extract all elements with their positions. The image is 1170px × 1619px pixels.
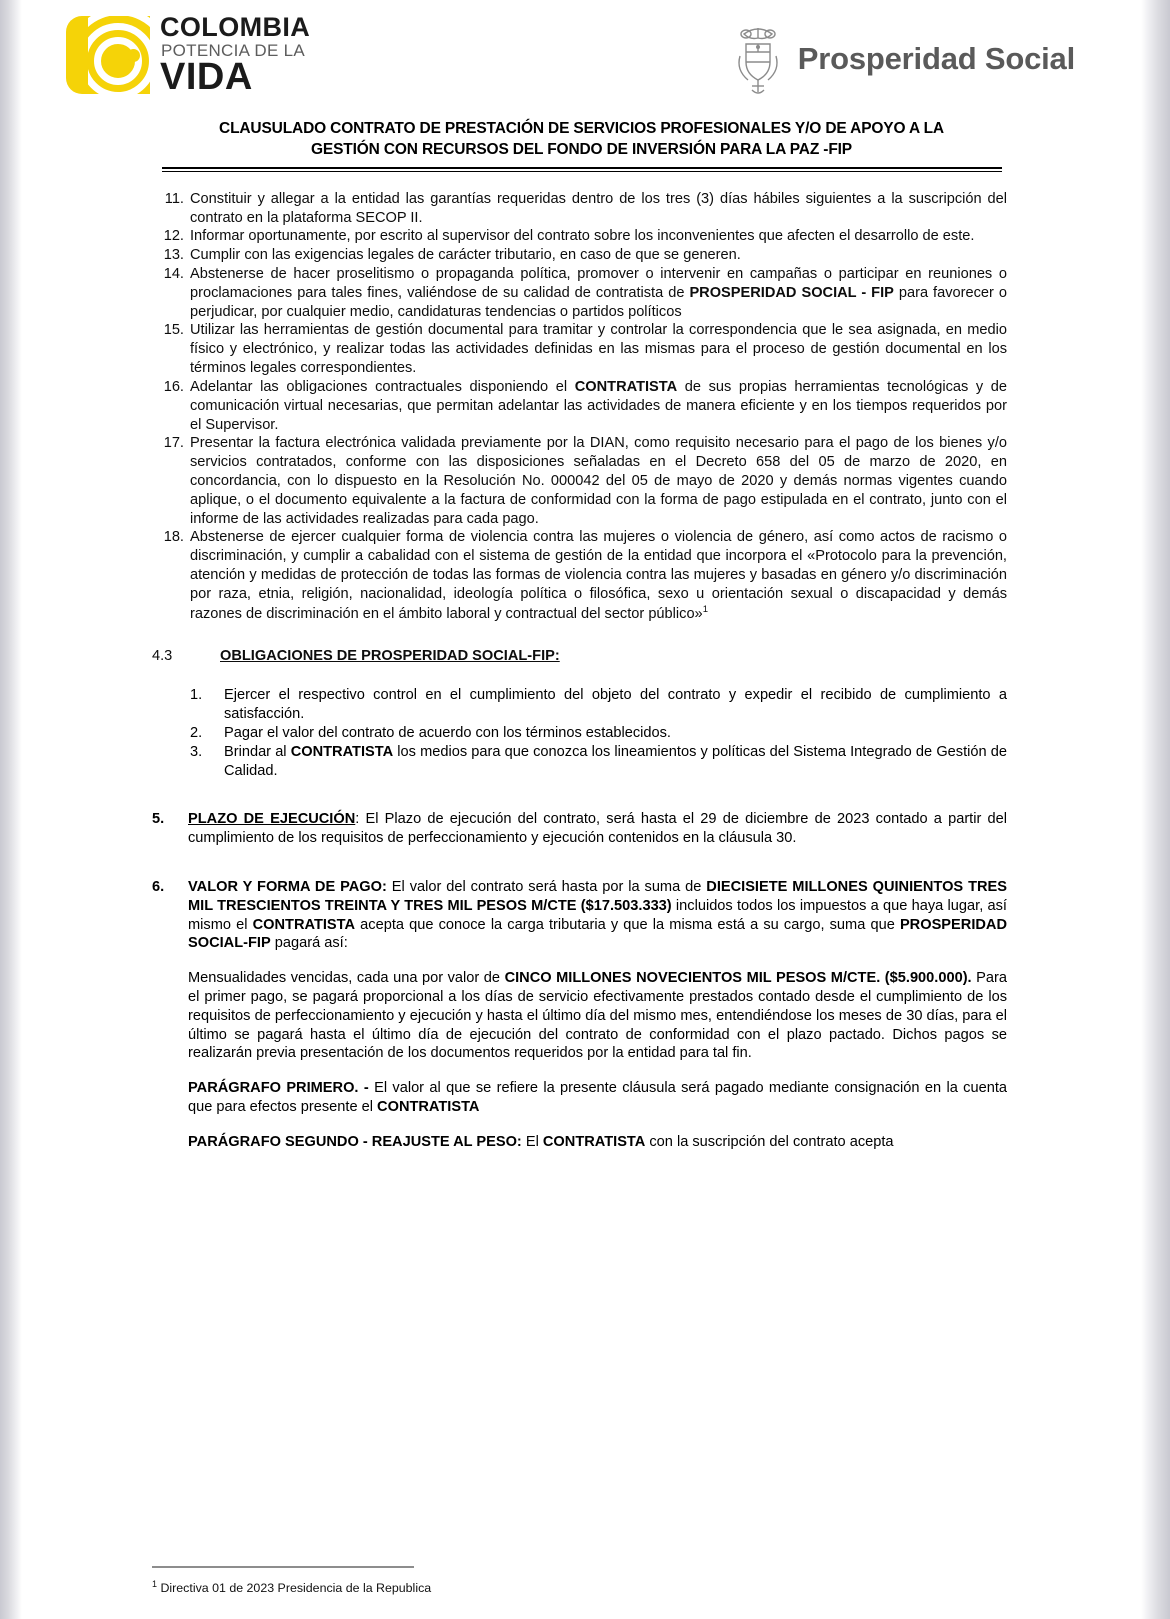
list-item-number: 15. bbox=[163, 322, 184, 339]
clause-number: 6. bbox=[152, 878, 165, 895]
text-segment: Mensualidades vencidas, cada una por valor de bbox=[188, 970, 505, 987]
document-title-line-2: GESTIÓN CON RECURSOS DEL FONDO DE INVERSIÓN PARA LA PAZ -FIP bbox=[310, 141, 852, 159]
list-item bbox=[152, 378, 1007, 434]
clause-paragraph bbox=[188, 878, 1007, 953]
obligations-contratista-list bbox=[152, 190, 1007, 624]
obligations-prosperidad-list bbox=[152, 686, 1007, 780]
list-item-text: Ejercer el respectivo control en el cumplimiento del objeto del contrato y expedir el recibido de cumplimiento a satisfacción. bbox=[224, 687, 1007, 723]
list-item bbox=[152, 246, 1007, 265]
logo-line-colombia: COLOMBIA bbox=[160, 12, 311, 42]
colombia-mark-icon bbox=[66, 16, 150, 94]
list-item bbox=[152, 227, 1007, 246]
section-4-3-heading bbox=[152, 648, 1007, 664]
text-segment: para favorecer o perjudicar, por cualquier medio, candidaturas tendencias o partidos políticos bbox=[190, 284, 1007, 320]
clause-5-plazo-de-ejecucion bbox=[152, 810, 1007, 848]
list-item-text: Utilizar las herramientas de gestión documental para tramitar y controlar la correspondencia que le sea asignada, en medio físico y electrónico, y realizar todas las actividades definidas en las mismas para el proceso de gestión documental en los términos legales correspondientes. bbox=[190, 322, 1007, 377]
footnote-marker: 1 bbox=[702, 603, 708, 615]
text-segment: Abstenerse de ejercer cualquier forma de violencia contra las mujeres o violencia de género, así como actos de racismo o discriminación, y cumplir a cabalidad con el sistema de gestión de la entidad que incorpora el «Protocolo para la prevención, atención y medidas de protección de todas las formas de violencia contra las mujeres y basadas en género y/o discriminación por raza, etnia, religión, nacionalidad, ideología política o filosófica, sexo u orientación sexual o discapacidad y demás razones de discriminación en el ámbito laboral y contractual del sector público» bbox=[190, 529, 1007, 622]
list-item-text: Cumplir con las exigencias legales de carácter tributario, en caso de que se generen. bbox=[190, 247, 741, 264]
text-segment: incluidos todos los impuestos a que haya lugar, así mismo el bbox=[188, 897, 1007, 933]
list-item-text bbox=[190, 265, 1007, 321]
list-item-number: 18. bbox=[163, 529, 184, 546]
text-segment: los medios para que conozca los lineamientos y políticas del Sistema Integrado de Gestión de Calidad. bbox=[224, 743, 1007, 779]
clause-6-valor-y-forma-de-pago bbox=[152, 878, 1007, 1152]
list-item-number: 16. bbox=[163, 378, 184, 395]
list-item-text: Constituir y allegar a la entidad las garantías requeridas dentro de los tres (3) días hábiles siguientes a la suscripción del contrato en la plataforma SECOP II. bbox=[190, 190, 1007, 226]
clause-number: 5. bbox=[152, 811, 165, 828]
list-item bbox=[190, 743, 1007, 781]
list-item bbox=[152, 528, 1007, 623]
text-segment: pagará así: bbox=[270, 935, 348, 952]
list-item-number: 11. bbox=[164, 190, 184, 207]
monthly-payment-amount: CINCO MILLONES NOVECIENTOS MIL PESOS M/CTE. ($5.900.000). bbox=[504, 970, 972, 987]
list-item-number: 3. bbox=[190, 743, 203, 760]
text-emphasis: CONTRATISTA bbox=[542, 1133, 646, 1150]
list-item-text bbox=[190, 378, 1007, 434]
list-item-text: Presentar la factura electrónica validada previamente por la DIAN, como requisito necesario para el pago de los bienes y/o servicios contratados, conforme con las disposiciones señaladas en el Decreto 658 del 05 de marzo de 2020, en concordancia, con lo dispuesto en la Resolución No. 000042 del 05 de mayo de 2020 y demás normas vigentes cuando aplique, o el documento equivalente a la factura de conformidad con la forma de pago estipulada en el contrato, junto con el informe de las actividades realizadas para cada pago. bbox=[190, 435, 1007, 527]
clause-heading: VALOR Y FORMA DE PAGO: bbox=[188, 878, 387, 895]
list-item-text: Informar oportunamente, por escrito al supervisor del contrato sobre los inconvenientes que afecten el desarrollo de este. bbox=[190, 228, 975, 245]
text-segment: Directiva 01 de 2023 Presidencia de la Republica bbox=[157, 1581, 432, 1595]
text-emphasis: CONTRATISTA bbox=[252, 916, 356, 933]
list-item-text bbox=[224, 743, 1007, 781]
text-segment: El bbox=[521, 1133, 543, 1150]
text-segment: El valor al que se refiere la presente cláusula será pagado mediante consignación en la cuenta que para efectos presente el bbox=[188, 1080, 1007, 1116]
list-item bbox=[152, 321, 1007, 377]
colombia-potencia-de-la-vida-logo bbox=[66, 14, 310, 96]
section-heading-text: OBLIGACIONES DE PROSPERIDAD SOCIAL-FIP: bbox=[220, 648, 560, 665]
paragrafo-primero-label: PARÁGRAFO PRIMERO. - bbox=[188, 1080, 369, 1097]
clause-body bbox=[188, 810, 1007, 848]
text-segment: de sus propias herramientas tecnológicas y de comunicación virtual necesarias, que permitan adelantar las actividades de manera eficiente y en los tiempos requeridos por el Supervisor. bbox=[190, 378, 1008, 433]
text-emphasis: PROSPERIDAD SOCIAL-FIP bbox=[188, 916, 1007, 952]
list-item-number: 12. bbox=[163, 228, 184, 245]
document-page bbox=[22, 0, 1141, 1619]
document-title-line-1: CLAUSULADO CONTRATO DE PRESTACIÓN DE SERVICIOS PROFESIONALES Y/O DE APOYO A LA bbox=[219, 120, 944, 137]
text-segment: Para el primer pago, se pagará proporcional a los días de servicio efectivamente prestados contado desde el cumplimiento de los requisitos de perfeccionamiento y ejecución y hasta el último día del mismo mes, entendiéndose los meses de 30 días, para el último se pagará hasta el último día de ejecución del contrato de conformidad con el plazo pactado. Dichos pagos se realizarán previa presentación de los documentos requeridos por la entidad para tal fin. bbox=[188, 970, 1007, 1062]
prosperidad-social-logo bbox=[732, 22, 1075, 96]
colombia-coat-of-arms-icon bbox=[732, 22, 784, 96]
contract-total-amount: DIECISIETE MILLONES QUINIENTOS TRES MIL TRESCIENTOS TREINTA Y TRES MIL PESOS M/CTE ($17.503.333) bbox=[188, 878, 1008, 914]
list-item bbox=[152, 434, 1007, 528]
list-item-text: Pagar el valor del contrato de acuerdo con los términos establecidos. bbox=[224, 724, 671, 741]
list-item bbox=[152, 265, 1007, 321]
text-emphasis: CONTRATISTA bbox=[290, 743, 394, 760]
list-item bbox=[152, 190, 1007, 228]
list-item-number: 1. bbox=[190, 687, 203, 704]
document-title bbox=[162, 118, 1002, 161]
paragrafo-segundo bbox=[188, 1133, 1007, 1152]
paragrafo-primero bbox=[188, 1079, 1007, 1117]
document-body bbox=[22, 172, 1141, 1152]
text-segment: con la suscripción del contrato acepta bbox=[645, 1133, 894, 1150]
list-item-number: 13. bbox=[163, 247, 184, 264]
text-emphasis: CONTRATISTA bbox=[377, 1099, 480, 1116]
clause-paragraph bbox=[188, 969, 1007, 1063]
page-header bbox=[22, 0, 1141, 118]
footnote-area bbox=[152, 1566, 1012, 1595]
list-item-number: 17. bbox=[163, 435, 184, 452]
list-item-number: 14. bbox=[163, 266, 184, 282]
text-emphasis: PROSPERIDAD SOCIAL - FIP bbox=[689, 284, 894, 301]
clause-body bbox=[188, 878, 1007, 1152]
logo-line-vida: VIDA bbox=[160, 56, 253, 98]
text-segment: Brindar al bbox=[224, 743, 291, 760]
footnote-divider bbox=[152, 1566, 414, 1568]
text-segment: : El Plazo de ejecución del contrato, será hasta el 29 de diciembre de 2023 contado a partir del cumplimiento de los requisitos de perfeccionamiento y ejecución contenidos en la cláusula 30. bbox=[188, 811, 1008, 847]
list-item-text bbox=[190, 528, 1007, 623]
list-item-number: 2. bbox=[190, 724, 203, 741]
list-item bbox=[190, 724, 1007, 743]
text-emphasis: CONTRATISTA bbox=[574, 378, 678, 395]
clause-heading: PLAZO DE EJECUCIÓN bbox=[188, 811, 356, 828]
text-segment: acepta que conoce la carga tributaria y que la misma está a su cargo, suma que bbox=[355, 916, 900, 933]
footnote-text bbox=[152, 1579, 1012, 1595]
text-segment: Adelantar las obligaciones contractuales disponiendo el bbox=[190, 378, 575, 395]
text-segment: Abstenerse de hacer proselitismo o propaganda política, promover o intervenir en campañas o participar en reuniones o proclamaciones para tales fines, valiéndose de su calidad de contratista de bbox=[190, 266, 1007, 301]
footnote-marker-number: 1 bbox=[152, 1578, 158, 1589]
list-item bbox=[190, 686, 1007, 724]
clause-paragraph bbox=[188, 810, 1007, 848]
logo-line-potencia: POTENCIA DE LA bbox=[161, 41, 306, 60]
prosperidad-social-wordmark: Prosperidad Social bbox=[797, 41, 1075, 76]
paragrafo-segundo-label: PARÁGRAFO SEGUNDO - REAJUSTE AL PESO: bbox=[188, 1133, 522, 1150]
section-number: 4.3 bbox=[152, 648, 173, 665]
text-segment: El valor del contrato será hasta por la suma de bbox=[386, 878, 707, 895]
